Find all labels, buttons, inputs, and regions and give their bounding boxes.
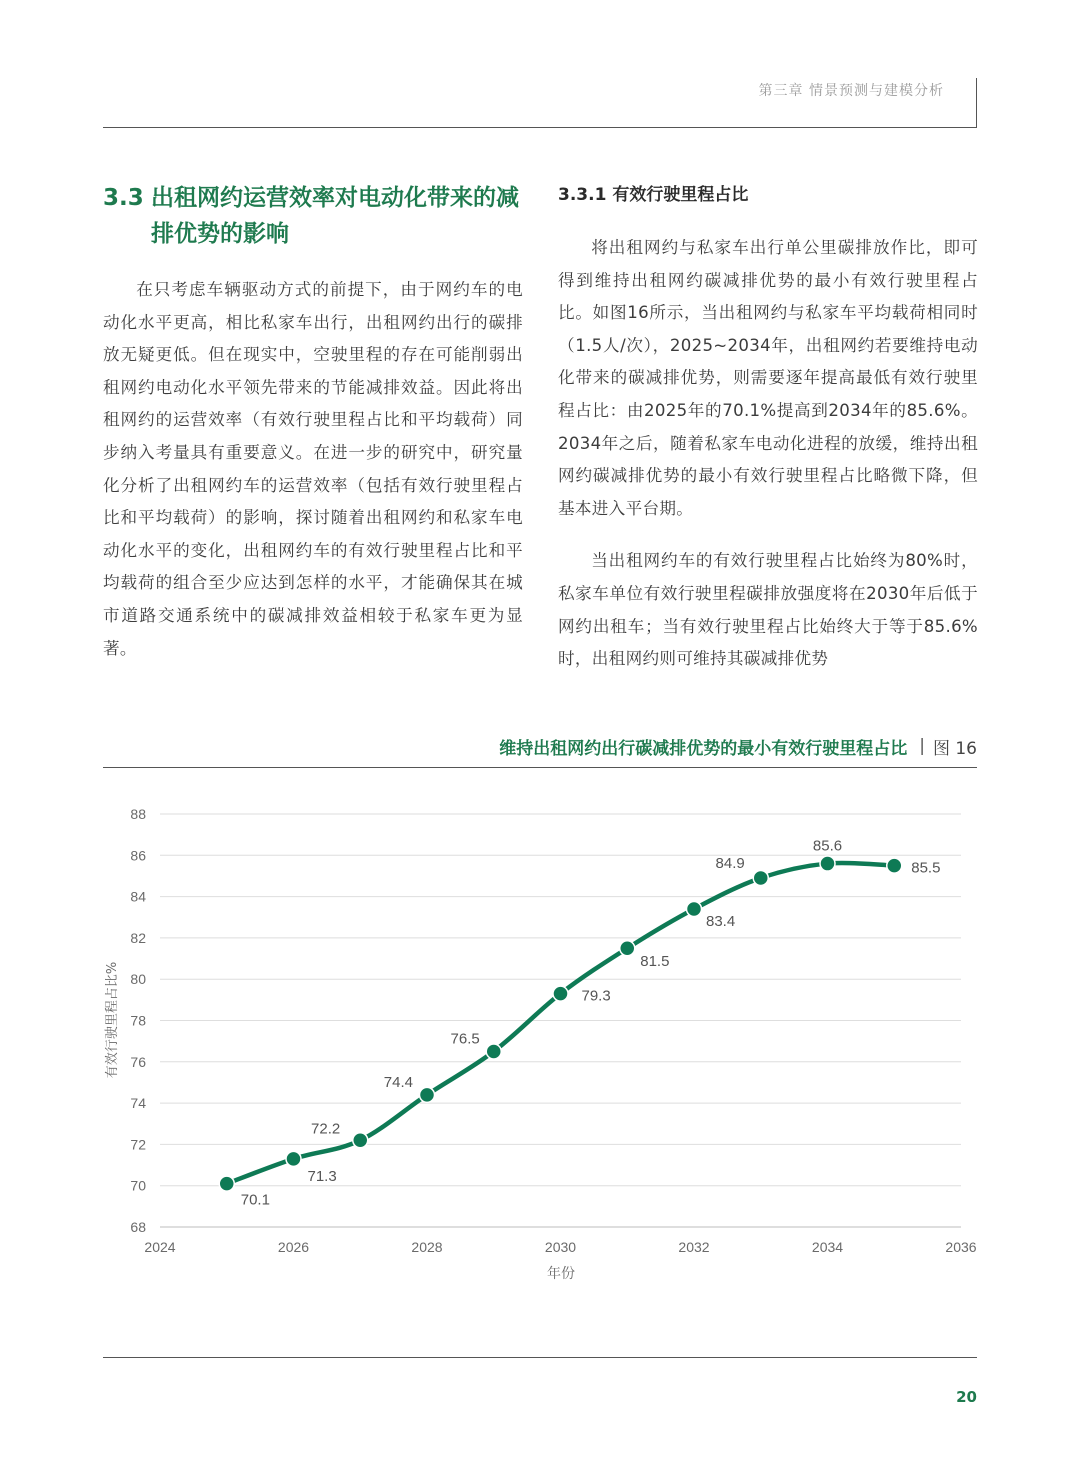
data-label: 83.4 — [706, 912, 736, 930]
subsection-paragraph-1: 将出租网约与私家车出行单公里碳排放作比，即可得到维持出租网约碳减排优势的最小有效行驶里程占比。如图16所示，当出租网约与私家车平均载荷相同时（1.5人/次），2025~2034年，出租网约若要维持电动化带来的碳减排优势，则需要逐年提高最低有效行驶里程占比：由2025年的70.1%提高到2034年的85.6%。2034年之后，随着私家车电动化进程的放缓，维持出租网约碳减排优势的最小有效行驶里程占比略微下降，但基本进入平台期。 — [558, 238, 978, 518]
data-point — [687, 901, 702, 916]
subsection-title: 3.3.1 有效行驶里程占比 — [558, 185, 749, 205]
y-tick-label: 84 — [130, 888, 146, 905]
y-tick-label: 80 — [130, 971, 146, 988]
data-point — [353, 1133, 368, 1148]
figure-label: 图 16 — [932, 738, 977, 759]
y-tick-label: 68 — [130, 1219, 146, 1235]
section-number: 3.3 — [103, 185, 144, 211]
data-label: 85.5 — [911, 859, 941, 877]
data-label: 81.5 — [640, 953, 670, 971]
x-tick-label: 2036 — [945, 1239, 977, 1255]
y-tick-label: 86 — [130, 847, 146, 864]
section-title: 出租网约运营效率对电动化带来的减排优势的影响 — [151, 185, 519, 247]
section-paragraph: 在只考虑车辆驱动方式的前提下，由于网约车的电动化水平更高，相比私家车出行，出租网约出行的碳排放无疑更低。但在现实中，空驶里程的存在可能削弱出租网约电动化水平领先带来的节能减排效益。因此将出租网约的运营效率（有效行驶里程占比和平均载荷）同步纳入考量具有重要意义。在进一步的研究中，研究量化分析了出租网约车的运营效率（包括有效行驶里程占比和平均载荷）的影响，探讨随着出租网约和私家车电动化水平的变化，出租网约车的有效行驶里程占比和平均载荷的组合至少应达到怎样的水平，才能确保其在城市道路交通系统中的碳减排效益相较于私家车更为显著。 — [103, 280, 523, 658]
data-label: 84.9 — [715, 855, 745, 873]
data-point — [286, 1151, 301, 1166]
page-number: 20 — [956, 1388, 977, 1406]
data-label: 72.2 — [311, 1120, 341, 1138]
data-label: 74.4 — [383, 1073, 413, 1091]
subsection-paragraph-2: 当出租网约车的有效行驶里程占比始终为80%时，私家车单位有效行驶里程碳排放强度将在2030年后低于网约出租车；当有效行驶里程占比始终大于等于85.6%时，出租网约则可维持其碳减排优势 — [558, 551, 978, 669]
x-tick-label: 2034 — [811, 1239, 844, 1255]
figure-title: 维持出租网约出行碳减排优势的最小有效行驶里程占比 — [499, 738, 908, 759]
x-axis-title: 年份 — [547, 1266, 575, 1282]
data-label: 85.6 — [812, 837, 843, 855]
y-tick-label: 78 — [130, 1012, 146, 1029]
data-point — [753, 871, 768, 886]
y-tick-label: 82 — [130, 929, 146, 946]
data-point — [420, 1087, 435, 1102]
data-point — [553, 986, 568, 1001]
data-point — [219, 1176, 234, 1191]
data-label: 76.5 — [450, 1030, 480, 1048]
data-label: 79.3 — [581, 987, 611, 1005]
data-point — [887, 858, 902, 873]
x-tick-label: 2024 — [144, 1239, 176, 1255]
data-label: 71.3 — [307, 1167, 337, 1185]
running-head-chapter: 第三章 情景预测与建模分析 — [758, 83, 944, 99]
y-axis-title: 有效行驶里程占比% — [105, 961, 120, 1079]
data-point — [486, 1044, 501, 1059]
data-point — [820, 856, 835, 871]
data-point — [620, 941, 635, 956]
y-tick-label: 88 — [130, 806, 146, 822]
y-tick-label: 76 — [130, 1053, 146, 1070]
y-tick-label: 74 — [130, 1095, 146, 1112]
y-tick-label: 70 — [130, 1177, 146, 1194]
x-tick-label: 2028 — [411, 1239, 443, 1255]
figure-bottom-rule — [103, 1357, 977, 1358]
x-tick-label: 2030 — [544, 1239, 577, 1255]
figure-separator: | — [919, 736, 925, 756]
y-tick-label: 72 — [130, 1136, 146, 1153]
x-tick-label: 2026 — [277, 1239, 310, 1255]
data-label: 70.1 — [240, 1191, 270, 1209]
x-tick-label: 2032 — [678, 1239, 710, 1255]
